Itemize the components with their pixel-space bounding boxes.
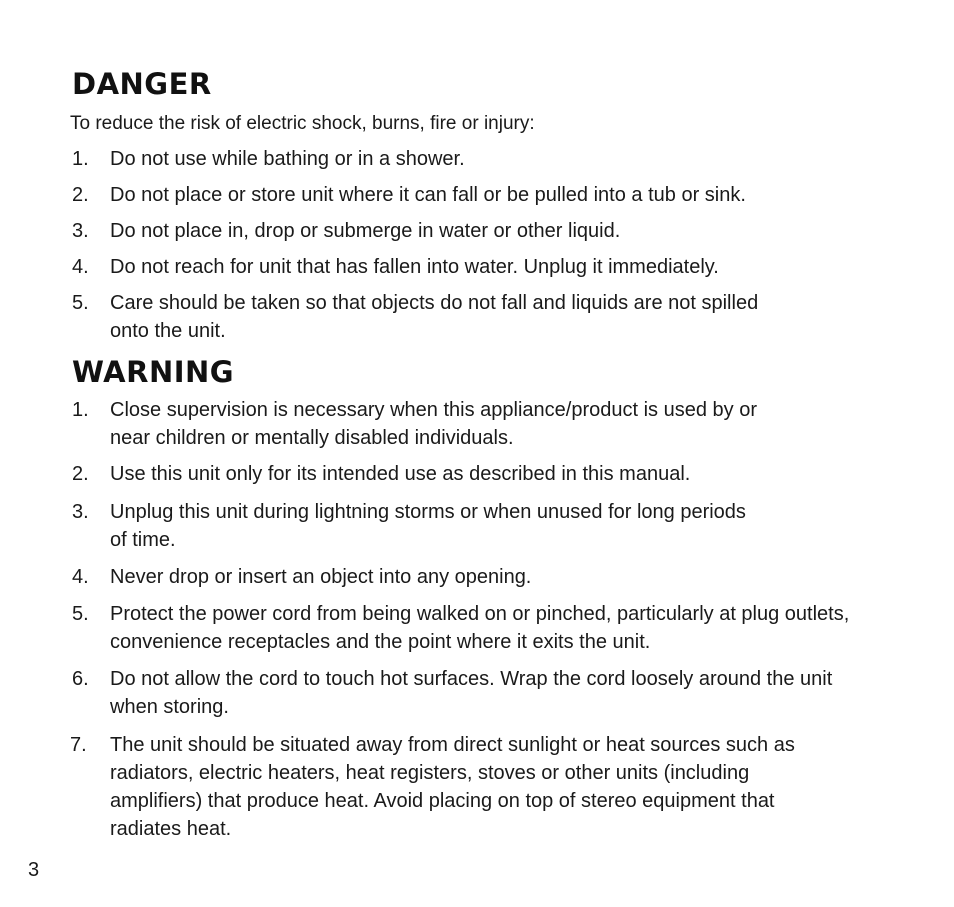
danger-item-4	[72, 253, 872, 281]
warning-item-5-text: Protect the power cord from being walked on or pinched, particularly at plug outlets, convenience receptacles and the point where it exits the unit.	[110, 603, 850, 653]
warning-item-2-text: Use this unit only for its intended use as described in this manual.	[110, 463, 691, 485]
warning-item-2	[72, 460, 872, 488]
warning-item-4	[72, 563, 872, 591]
danger-item-2-number: 2.	[72, 184, 89, 206]
warning-item-1	[72, 396, 762, 452]
warning-item-7	[70, 731, 830, 843]
danger-item-5-number: 5.	[72, 292, 89, 314]
danger-item-4-number: 4.	[72, 256, 89, 278]
danger-item-1	[72, 145, 872, 173]
warning-item-3	[72, 498, 762, 554]
warning-item-6-text: Do not allow the cord to touch hot surfaces. Wrap the cord loosely around the unit when storing.	[110, 668, 833, 718]
warning-item-5	[72, 600, 872, 656]
danger-item-4-text: Do not reach for unit that has fallen into water. Unplug it immediately.	[110, 256, 719, 278]
warning-item-1-number: 1.	[72, 399, 89, 421]
danger-heading: DANGER	[72, 67, 212, 101]
danger-item-5	[72, 289, 772, 345]
danger-item-1-number: 1.	[72, 148, 89, 170]
danger-item-2-text: Do not place or store unit where it can fall or be pulled into a tub or sink.	[110, 184, 746, 206]
warning-item-6	[72, 665, 872, 721]
warning-heading: WARNING	[72, 355, 235, 389]
danger-item-5-text: Care should be taken so that objects do not fall and liquids are not spilled onto the unit.	[110, 292, 759, 342]
page-number: 3	[28, 859, 40, 881]
warning-item-3-number: 3.	[72, 501, 89, 523]
warning-item-4-number: 4.	[72, 566, 89, 588]
warning-item-6-number: 6.	[72, 668, 89, 690]
danger-item-3	[72, 217, 872, 245]
warning-item-5-number: 5.	[72, 603, 89, 625]
danger-item-2	[72, 181, 872, 209]
warning-item-7-number: 7.	[70, 734, 87, 756]
warning-item-7-text: The unit should be situated away from direct sunlight or heat sources such as radiators, electric heaters, heat registers, stoves or other units (including amplifiers) that produce heat. Avoid placing on top of stereo equipment that radiates heat.	[110, 734, 795, 840]
warning-item-4-text: Never drop or insert an object into any opening.	[110, 566, 532, 588]
warning-item-3-text: Unplug this unit during lightning storms or when unused for long periods of time.	[110, 501, 746, 551]
danger-item-1-text: Do not use while bathing or in a shower.	[110, 148, 465, 170]
danger-intro: To reduce the risk of electric shock, burns, fire or injury:	[70, 113, 535, 134]
warning-item-1-text: Close supervision is necessary when this appliance/product is used by or near children or mentally disabled individuals.	[110, 399, 758, 449]
danger-item-3-number: 3.	[72, 220, 89, 242]
warning-item-2-number: 2.	[72, 463, 89, 485]
danger-item-3-text: Do not place in, drop or submerge in water or other liquid.	[110, 220, 621, 242]
